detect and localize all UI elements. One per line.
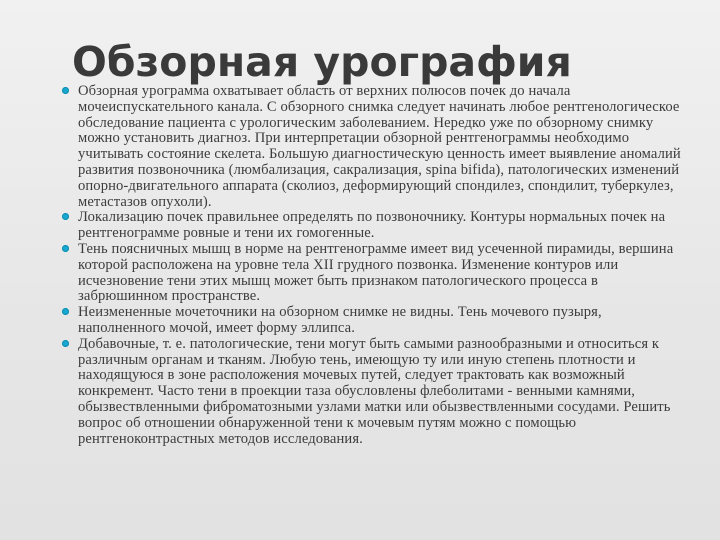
bullet-item — [60, 242, 690, 305]
bullet-item — [60, 337, 690, 448]
slide-title: Обзорная урография — [72, 38, 572, 86]
bullet-item — [60, 305, 690, 337]
circle-bullet-icon — [62, 87, 69, 94]
circle-bullet-icon — [62, 245, 69, 252]
bullet-text: Неизмененные мочеточники на обзорном снимке не видны. Тень мочевого пузыря, наполненного мочой, имеет форму эллипса. — [78, 304, 602, 336]
bullet-text: Локализацию почек правильнее определять по позвоночнику. Контуры нормальных почек на рентгенограмме ровные и тени их гомогенные. — [78, 209, 666, 242]
circle-bullet-icon — [62, 340, 69, 347]
bullet-item — [60, 84, 690, 210]
circle-bullet-icon — [62, 308, 69, 315]
circle-bullet-icon — [62, 213, 69, 220]
bullet-list — [60, 84, 690, 447]
bullet-text: Тень поясничных мышц в норме на рентгенограмме имеет вид усеченной пирамиды, вершина которой расположена на уровне тела XII грудного позвонка. Изменение контуров или исчезновение тени этих мышц может быть признаком патологического процесса в забрюшинном пространстве. — [78, 240, 674, 305]
bullet-item — [60, 210, 690, 242]
bullet-text: Добавочные, т. е. патологические, тени могут быть самыми разнообразными и относиться к различным органам и тканям. Любую тень, имеющую ту или иную степень плотности и находящуюся в зоне расположения мочевых путей, следует трактовать как возможный конкремент. Часто тени в проекции таза обусловлены флеболитами - венными камнями, обызвествленными фиброматозными узлами матки или обызвествленными сосудами. Решить вопрос об отношении обнаруженной тени к мочевым путям можно с помощью рентгеноконтрастных методов исследования. — [78, 335, 671, 447]
bullet-text: Обзорная урограмма охватывает область от верхних полюсов почек до начала мочеиспускательного канала. С обзорного снимка следует начинать любое рентгенологическое обследование пациента с урологическим заболеванием. Нередко уже по обзорному снимку можно установить диагноз. При интерпретации обзорной рентгенограммы необходимо учитывать состояние скелета. Большую диагностическую ценность имеет выявление аномалий развития позвоночника (люмбализация, сакрализация, spina bifida), патологических изменений опорно-двигательного аппарата (сколиоз, деформирующий спондилез, спондилит, туберкулез, метастазов опухоли). — [78, 83, 681, 210]
